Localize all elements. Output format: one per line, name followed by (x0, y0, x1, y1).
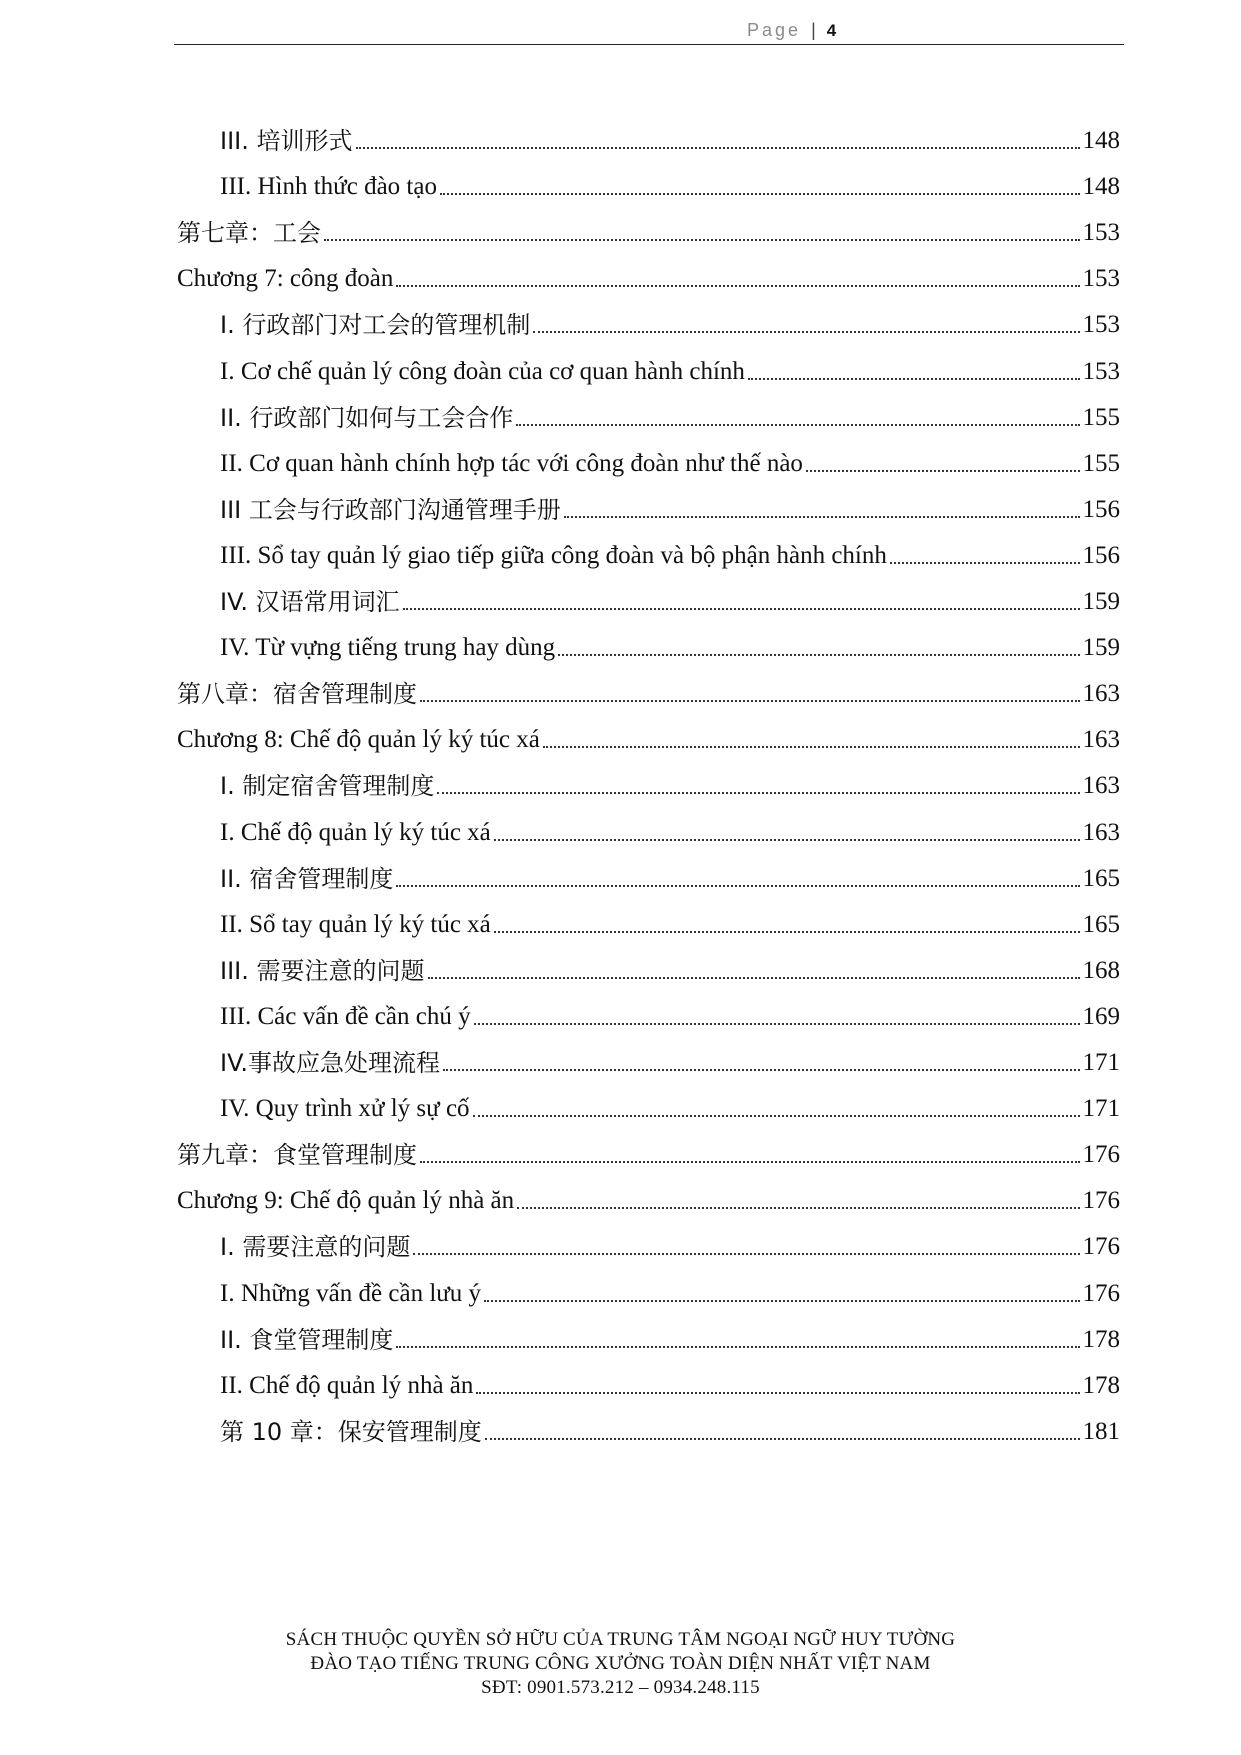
toc-entry[interactable] (177, 219, 1120, 247)
toc-entry-page: 153 (1082, 311, 1120, 339)
toc-dot-leader (428, 976, 1080, 979)
page-footer (0, 1628, 1241, 1700)
toc-entry-title: III 工会与行政部门沟通管理手册 (220, 495, 561, 524)
toc-entry[interactable] (220, 173, 1120, 201)
toc-dot-leader (473, 1114, 1080, 1117)
toc-dot-leader (806, 469, 1080, 472)
toc-entry-title: Chương 8: Chế độ quản lý ký túc xá (177, 726, 540, 754)
toc-entry-page: 148 (1082, 173, 1120, 201)
footer-line-phone: SĐT: 0901.573.212 – 0934.248.115 (481, 1677, 760, 1698)
toc-entry-title: II. 行政部门如何与工会合作 (220, 403, 514, 432)
toc-dot-leader (485, 1437, 1080, 1440)
toc-dot-leader (437, 791, 1079, 794)
toc-entry[interactable] (220, 127, 1120, 155)
toc-dot-leader (420, 1160, 1080, 1163)
toc-entry[interactable] (177, 265, 1120, 293)
toc-entry[interactable] (220, 1280, 1120, 1308)
toc-entry-page: 153 (1082, 265, 1120, 293)
toc-dot-leader (396, 1345, 1079, 1348)
toc-entry-page: 148 (1082, 127, 1120, 154)
toc-entry[interactable] (220, 1326, 1120, 1354)
toc-entry-title: I. 需要注意的问题 (220, 1233, 411, 1262)
toc-entry[interactable] (220, 911, 1120, 939)
toc-entry-title: I. Chế độ quản lý ký túc xá (220, 818, 491, 846)
toc-entry[interactable] (177, 726, 1120, 754)
toc-dot-leader (543, 745, 1080, 748)
toc-entry-page: 156 (1082, 541, 1120, 569)
toc-dot-leader (890, 561, 1080, 564)
footer-line-slogan: ĐÀO TẠO TIẾNG TRUNG CÔNG XƯỞNG TOÀN DIỆN NHẤT VIỆT NAM (310, 1653, 931, 1674)
toc-entry[interactable] (220, 865, 1120, 893)
toc-entry-page: 155 (1082, 449, 1120, 477)
toc-entry-title: IV. 汉语常用词汇 (220, 588, 400, 616)
toc-entry-page: 176 (1082, 1279, 1120, 1307)
toc-entry[interactable] (177, 680, 1120, 708)
toc-entry[interactable] (220, 542, 1120, 570)
toc-dot-leader (748, 377, 1080, 380)
toc-dot-leader (403, 607, 1080, 610)
toc-entry[interactable] (220, 1233, 1120, 1261)
toc-entry-title: I. Cơ chế quản lý công đoàn của cơ quan hành chính (220, 357, 745, 385)
toc-entry-title: IV.事故应急处理流程 (220, 1049, 441, 1077)
toc-dot-leader (517, 1206, 1079, 1209)
page-header (174, 16, 1124, 45)
toc-entry-title: I. Những vấn đề cần lưu ý (220, 1279, 482, 1307)
toc-entry-page: 178 (1082, 1371, 1120, 1399)
toc-entry-page: 168 (1082, 956, 1120, 984)
toc-entry[interactable] (220, 819, 1120, 847)
toc-entry-title: III. 培训形式 (220, 127, 353, 155)
toc-entry-title: II. Cơ quan hành chính hợp tác với công đoàn như thế nào (220, 449, 803, 477)
toc-dot-leader (494, 930, 1080, 933)
toc-entry-title: 第七章：工会 (177, 219, 321, 248)
toc-dot-leader (474, 1022, 1080, 1025)
toc-entry-page: 163 (1082, 680, 1120, 708)
toc-entry-title: II. Sổ tay quản lý ký túc xá (220, 910, 491, 938)
toc-entry[interactable] (220, 450, 1120, 478)
toc-entry-page: 169 (1082, 1002, 1120, 1030)
toc-dot-leader (443, 1068, 1079, 1071)
toc-entry-page: 163 (1082, 818, 1120, 846)
toc-entry-title: 第 10 章：保安管理制度 (220, 1417, 482, 1446)
toc-entry[interactable] (220, 496, 1120, 524)
toc-entry[interactable] (220, 1049, 1120, 1077)
toc-entry[interactable] (220, 957, 1120, 985)
toc-dot-leader (356, 146, 1080, 149)
toc-entry-title: III. Hình thức đào tạo (220, 173, 437, 201)
page-separator: | (811, 20, 816, 40)
toc-entry[interactable] (220, 404, 1120, 432)
toc-entry-page: 163 (1082, 772, 1120, 800)
toc-entry-title: Chương 9: Chế độ quản lý nhà ăn (177, 1187, 515, 1215)
toc-entry-page: 163 (1082, 726, 1120, 754)
toc-entry[interactable] (177, 1187, 1120, 1215)
toc-entry-page: 165 (1082, 864, 1120, 892)
page-indicator (747, 20, 836, 41)
toc-dot-leader (476, 1391, 1079, 1394)
toc-entry-title: III. 需要注意的问题 (220, 956, 425, 985)
toc-entry-title: I. 行政部门对工会的管理机制 (220, 311, 531, 340)
toc-entry-page: 176 (1082, 1187, 1120, 1215)
toc-entry-page: 153 (1082, 219, 1120, 247)
toc-entry-page: 176 (1082, 1233, 1120, 1261)
toc-entry-title: III. Các vấn đề cần chú ý (220, 1002, 471, 1030)
toc-entry[interactable] (220, 772, 1120, 800)
toc-entry[interactable] (177, 1141, 1120, 1169)
toc-entry-title: II. Chế độ quản lý nhà ăn (220, 1371, 474, 1399)
toc-entry-title: 第八章：宿舍管理制度 (177, 680, 417, 709)
toc-entry-page: 159 (1082, 588, 1120, 615)
toc-entry[interactable] (220, 1418, 1120, 1446)
toc-entry-title: 第九章：食堂管理制度 (177, 1141, 417, 1170)
toc-entry[interactable] (220, 634, 1120, 662)
toc-entry-title: II. 食堂管理制度 (220, 1325, 394, 1354)
toc-entry-title: IV. Từ vựng tiếng trung hay dùng (220, 634, 556, 662)
toc-entry-title: III. Sổ tay quản lý giao tiếp giữa công đoàn và bộ phận hành chính (220, 541, 887, 569)
toc-entry[interactable] (220, 311, 1120, 339)
toc-entry-page: 181 (1082, 1417, 1120, 1445)
toc-dot-leader (494, 838, 1080, 841)
toc-dot-leader (516, 423, 1079, 426)
toc-entry-title: II. 宿舍管理制度 (220, 864, 394, 893)
toc-dot-leader (484, 1299, 1079, 1302)
toc-entry-page: 176 (1082, 1141, 1120, 1169)
toc-dot-leader (558, 653, 1079, 656)
toc-entry[interactable] (220, 1372, 1120, 1400)
footer-line-ownership: SÁCH THUỘC QUYỀN SỞ HỮU CỦA TRUNG TÂM NGOẠI NGỮ HUY TƯỜNG (285, 1629, 956, 1650)
page-label: Page (747, 20, 802, 40)
toc-entry[interactable] (220, 588, 1120, 616)
toc-entry-title: I. 制定宿舍管理制度 (220, 772, 435, 801)
toc-dot-leader (564, 515, 1080, 518)
toc-entry[interactable] (220, 358, 1120, 386)
toc-entry-title: Chương 7: công đoàn (177, 265, 394, 293)
toc-entry[interactable] (220, 1003, 1120, 1031)
toc-dot-leader (413, 1252, 1079, 1255)
toc-entry-page: 153 (1082, 357, 1120, 385)
toc-entry-page: 165 (1082, 910, 1120, 938)
toc-entry-page: 178 (1082, 1325, 1120, 1353)
toc-entry[interactable] (220, 1095, 1120, 1123)
page-number: 4 (826, 21, 837, 40)
toc-dot-leader (420, 699, 1080, 702)
toc-dot-leader (324, 238, 1080, 241)
toc-dot-leader (396, 884, 1079, 887)
toc-entry-page: 171 (1082, 1095, 1120, 1123)
toc-dot-leader (396, 284, 1079, 287)
toc-entry-page: 171 (1082, 1049, 1120, 1076)
toc-entry-page: 155 (1082, 403, 1120, 431)
toc-entry-title: IV. Quy trình xử lý sự cố (220, 1095, 470, 1123)
toc-entry-page: 159 (1082, 634, 1120, 662)
toc-entry-page: 156 (1082, 495, 1120, 523)
toc-dot-leader (440, 192, 1080, 195)
toc-dot-leader (533, 330, 1079, 333)
